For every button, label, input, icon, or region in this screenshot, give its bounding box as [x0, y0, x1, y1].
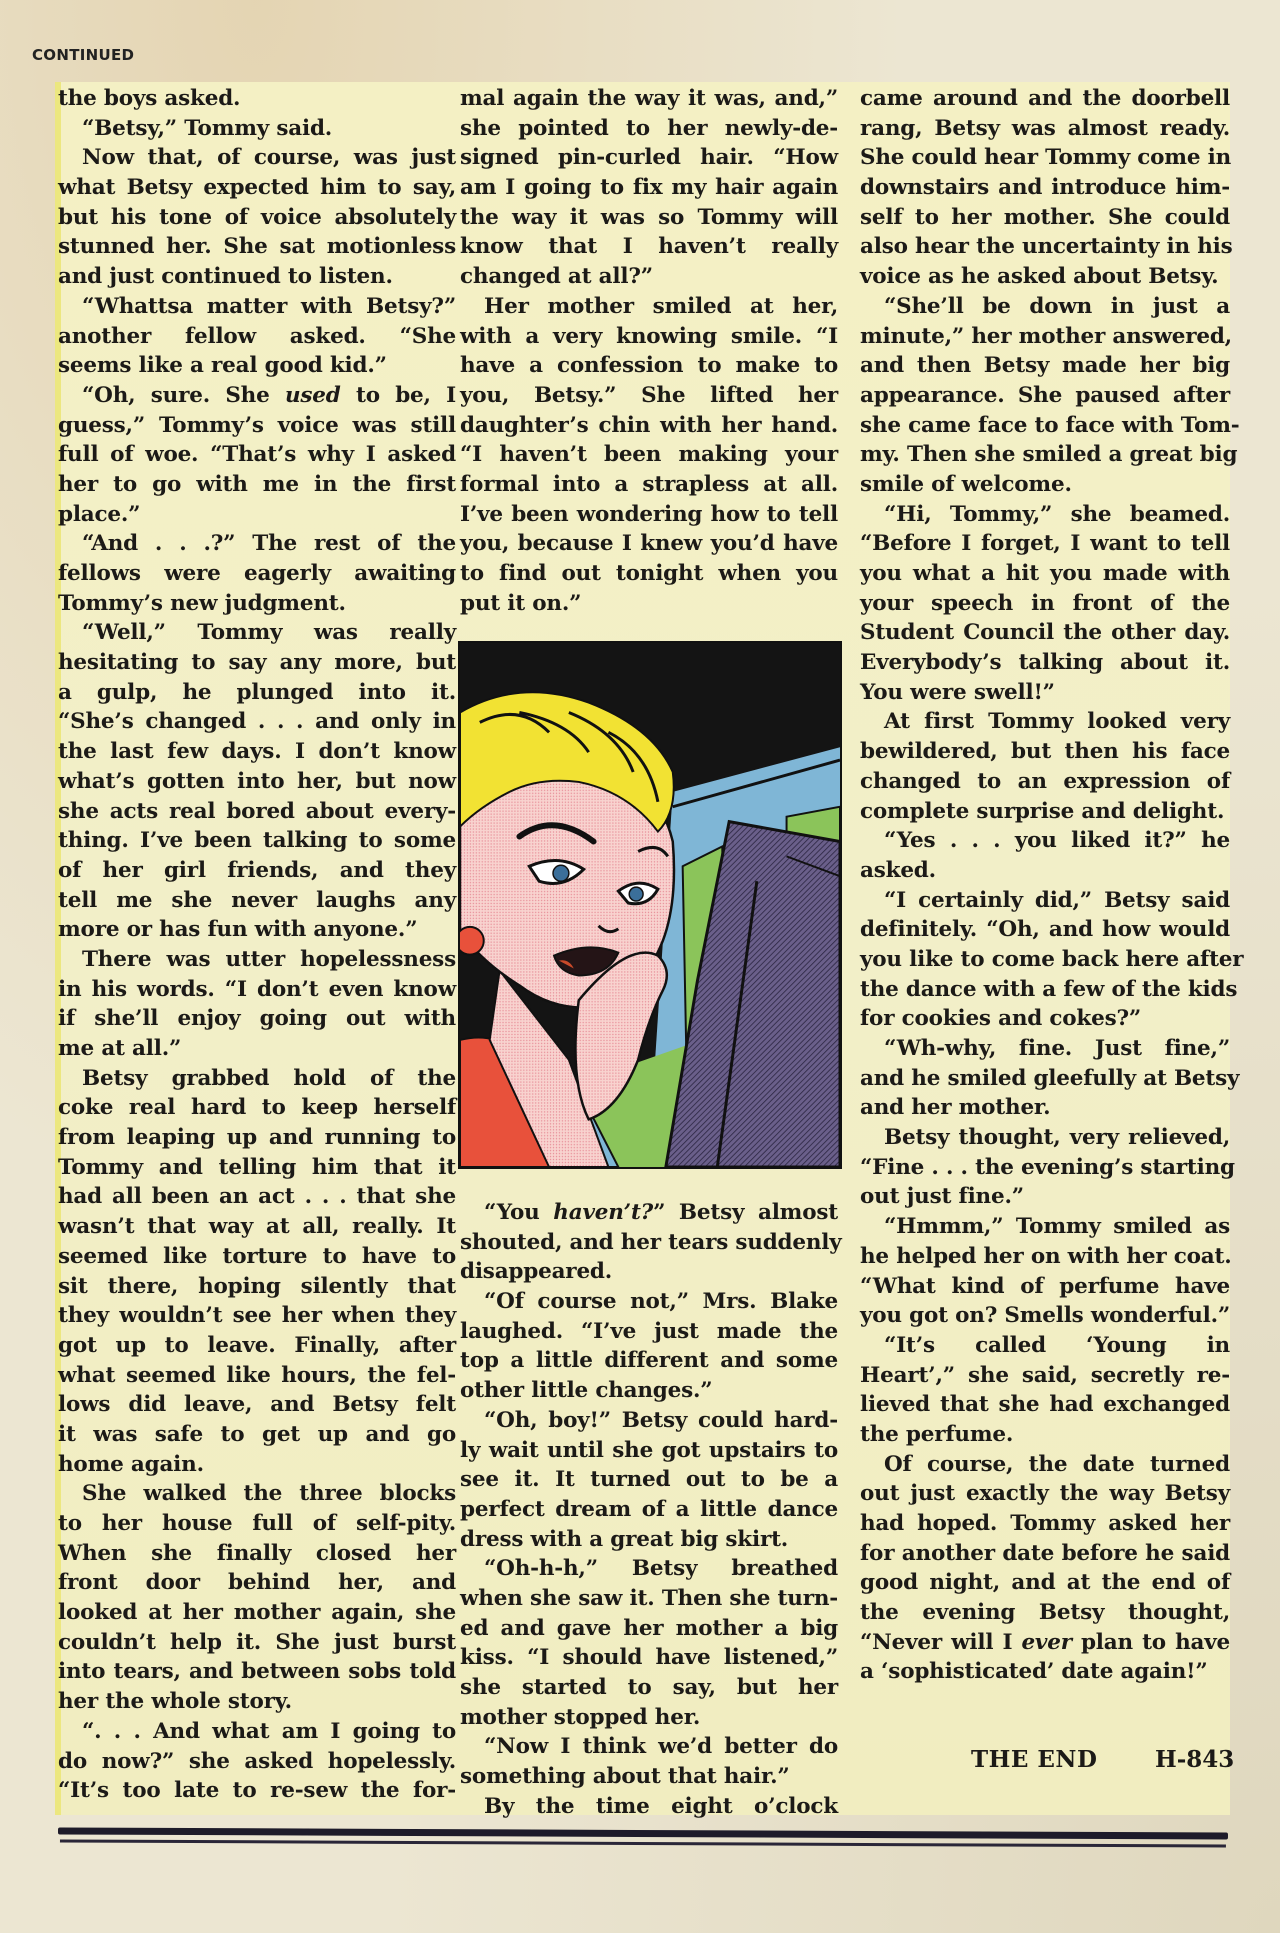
text-line: “Now I think we’d better do [484, 1734, 838, 1760]
text-line: her the whole story. [58, 1689, 292, 1715]
text-line: something about that hair.” [460, 1764, 790, 1790]
text-line: see it. It turned out to be a [460, 1467, 838, 1493]
text-line: you got on? Smells wonderful.” [860, 1303, 1231, 1329]
text-line: By the time eight o’clock [484, 1793, 838, 1819]
text-line: for cookies and cokes?” [860, 1006, 1142, 1032]
text-line: lows did leave, and Betsy felt [58, 1392, 456, 1418]
text-line: stunned her. She sat motionless [58, 234, 456, 260]
text-line: downstairs and introduce him- [860, 175, 1230, 201]
text-line: voice as he asked about Betsy. [860, 264, 1219, 290]
text-line: dress with a great big skirt. [460, 1526, 789, 1552]
text-line: coke real hard to keep herself [58, 1095, 456, 1121]
text-line: “I haven’t been making your [460, 442, 838, 468]
job-code-label: H-843 [1155, 1746, 1235, 1773]
text-line: had all been an act . . . that she [58, 1184, 456, 1210]
text-line: shouted, and her tears suddenly [460, 1229, 842, 1255]
text-line: ly wait until she got upstairs to [460, 1437, 838, 1463]
text-line: what’s gotten into her, but now [58, 768, 456, 794]
text-line: “Fine . . . the evening’s starting [860, 1154, 1235, 1180]
text-line: place.” [58, 501, 141, 527]
text-line: they wouldn’t see her when they [58, 1303, 456, 1329]
text-line: what seemed like hours, the fel- [58, 1362, 456, 1388]
text-line: she came face to face with Tom- [860, 412, 1240, 438]
text-line: and he smiled gleefully at Betsy [860, 1065, 1240, 1091]
text-line: fellows were eagerly awaiting [58, 561, 456, 586]
continued-label: CONTINUED [32, 46, 135, 64]
text-line: disappeared. [460, 1259, 613, 1285]
text-line: There was utter hopelessness [82, 946, 456, 972]
text-line: guess,” Tommy’s voice was still [58, 412, 456, 438]
text-line: another fellow asked. “She [58, 323, 456, 349]
text-line: out just fine.” [860, 1184, 1024, 1210]
text-line: am I going to fix my hair again [460, 175, 838, 201]
text-line: signed pin-curled hair. “How [460, 145, 838, 171]
text-line: She could hear Tommy come in [860, 145, 1232, 171]
text-line: “And . . .?” The rest of the [82, 531, 456, 557]
text-line: the boys asked. [58, 86, 241, 111]
text-line: into tears, and between sobs told [58, 1659, 456, 1685]
text-line: complete surprise and delight. [860, 798, 1225, 824]
text-line: the way it was so Tommy will [460, 204, 838, 230]
text-line: know that I haven’t really [460, 234, 838, 260]
text-line: couldn’t help it. She just burst [58, 1629, 456, 1655]
text-line: you, Betsy.” She lifted her [460, 382, 838, 408]
text-line: if she’ll enjoy going out with [58, 1006, 456, 1032]
text-line: sit there, hoping silently that [58, 1273, 456, 1299]
text-line: do now?” she asked hopelessly. [58, 1748, 456, 1774]
text-line: “Wh-why, fine. Just fine,” [884, 1036, 1230, 1061]
text-line: Tommy and telling him that it [58, 1154, 456, 1180]
text-line: Of course, the date turned [884, 1451, 1230, 1477]
text-line: full of woe. “That’s why I asked [58, 442, 456, 468]
text-line: other little changes.” [460, 1378, 713, 1404]
text-line: “I certainly did,” Betsy said [884, 887, 1230, 913]
text-line: with a very knowing smile. “I [460, 323, 838, 349]
text-line: You were swell!” [860, 679, 1055, 705]
text-line: “Hi, Tommy,” she beamed. [884, 501, 1230, 527]
text-line: ed and gave her mother a big [460, 1615, 838, 1641]
text-line: definitely. “Oh, and how would [860, 917, 1230, 943]
text-line: bewildered, but then his face [860, 739, 1230, 765]
text-line: laughed. “I’ve just made the [460, 1318, 838, 1344]
text-line: good night, and at the end of [860, 1570, 1230, 1596]
text-line: top a little different and some [460, 1348, 838, 1374]
bottom-rule-divider [58, 1827, 1228, 1839]
text-line: out just exactly the way Betsy [860, 1481, 1230, 1507]
text-line: a ‘sophisticated’ date again!” [860, 1659, 1208, 1685]
illustration-girl-at-mirror [460, 643, 840, 1167]
text-line: she pointed to her newly-de- [460, 115, 838, 141]
text-line: came around and the doorbell [860, 86, 1230, 111]
text-line: you what a hit you made with [860, 561, 1230, 586]
text-line: and then Betsy made her big [860, 353, 1230, 379]
text-line: got up to leave. Finally, after [58, 1332, 456, 1358]
text-line: hesitating to say any more, but [58, 650, 456, 676]
text-line: “It’s too late to re-sew the for- [58, 1778, 456, 1804]
text-line: to find out tonight when you [460, 561, 838, 586]
text-line: “Whattsa matter with Betsy?” [82, 293, 456, 319]
text-line: appearance. She paused after [860, 382, 1230, 408]
text-line: the perfume. [860, 1421, 1014, 1447]
text-line: lieved that she had exchanged [860, 1392, 1230, 1418]
text-line: more or has fun with anyone.” [58, 917, 418, 943]
text-line: you, because I knew you’d have [460, 531, 838, 557]
text-line: and her mother. [860, 1095, 1051, 1121]
text-line: to her house full of self-pity. [58, 1511, 456, 1536]
text-line: had hoped. Tommy asked her [860, 1511, 1230, 1536]
text-line: in his words. “I don’t even know [58, 976, 456, 1002]
text-line: “She’ll be down in just a [884, 293, 1230, 319]
text-line: when she saw it. Then she turn- [460, 1585, 838, 1611]
text-line: Tommy’s new judgment. [58, 590, 346, 616]
text-line: the evening Betsy thought, [860, 1600, 1230, 1626]
text-line: looked at her mother again, she [58, 1600, 456, 1626]
text-line: Now that, of course, was just [82, 145, 456, 171]
text-line: “Oh, sure. She used to be, I [82, 382, 457, 408]
text-line: kiss. “I should have listened,” [460, 1645, 838, 1671]
text-line: thing. I’ve been talking to some [58, 828, 456, 854]
comic-illustration-panel [458, 641, 842, 1169]
text-line: Betsy thought, very relieved, [884, 1125, 1230, 1151]
text-line: put it on.” [460, 590, 582, 616]
text-line: your speech in front of the [860, 590, 1230, 616]
text-line: She walked the three blocks [82, 1481, 456, 1507]
text-line: seems like a real good kid.” [58, 353, 387, 379]
text-line: “. . . And what am I going to [82, 1718, 456, 1744]
text-line: seemed like torture to have to [58, 1243, 456, 1269]
text-line: she started to say, but her [460, 1675, 838, 1700]
text-line: “Hmmm,” Tommy smiled as [884, 1214, 1230, 1240]
text-line: home again. [58, 1451, 204, 1477]
text-line: have a confession to make to [460, 353, 838, 379]
text-line: changed at all?” [460, 264, 653, 290]
text-line: “What kind of perfume have [860, 1273, 1230, 1299]
text-column-left [58, 84, 456, 1806]
text-line: you like to come back here after [860, 946, 1244, 972]
text-line: from leaping up and running to [58, 1125, 456, 1151]
text-line: When she finally closed her [58, 1540, 456, 1566]
text-line: minute,” her mother answered, [860, 323, 1232, 349]
text-column-middle-top [460, 84, 838, 618]
text-line: he helped her on with her coat. [860, 1243, 1232, 1269]
text-line: “Before I forget, I want to tell [860, 531, 1230, 557]
text-line: wasn’t that way at all, really. It [58, 1214, 456, 1240]
text-line: front door behind her, and [58, 1570, 456, 1596]
text-line: “Yes . . . you liked it?” he [884, 828, 1230, 854]
text-line: perfect dream of a little dance [460, 1496, 838, 1522]
text-line: what Betsy expected him to say, [58, 175, 456, 201]
text-line: for another date before he said [860, 1540, 1230, 1566]
text-column-middle-bottom [460, 1198, 842, 1821]
text-line: tell me she never laughs any [58, 887, 456, 913]
text-line: At first Tommy looked very [884, 709, 1230, 735]
text-line: my. Then she smiled a great big [860, 442, 1238, 468]
text-line: Heart’,” she said, secretly re- [860, 1362, 1230, 1388]
text-line: mother stopped her. [460, 1704, 701, 1730]
text-line: “Never will I ever plan to have [860, 1629, 1230, 1655]
text-line: mal again the way it was, and,” [460, 86, 838, 111]
text-line: the last few days. I don’t know [58, 739, 456, 765]
text-line: “Of course not,” Mrs. Blake [484, 1289, 838, 1315]
text-line: self to her mother. She could [860, 204, 1230, 230]
text-line: of her girl friends, and they [58, 857, 456, 883]
text-line: changed to an expression of [860, 768, 1230, 794]
text-line: Betsy grabbed hold of the [82, 1065, 456, 1091]
text-line: rang, Betsy was almost ready. [860, 115, 1230, 141]
text-line: asked. [860, 857, 936, 883]
text-line: “Betsy,” Tommy said. [82, 115, 333, 141]
text-line: “She’s changed . . . and only in [58, 709, 456, 735]
text-line: her to go with me in the first [58, 471, 456, 497]
text-column-right [860, 84, 1244, 1687]
text-line: it was safe to get up and go [58, 1421, 456, 1447]
text-line: “Well,” Tommy was really [82, 620, 456, 646]
text-line: and just continued to listen. [58, 264, 393, 290]
text-line: Her mother smiled at her, [484, 293, 838, 319]
the-end-label: THE END [971, 1746, 1098, 1773]
text-line: but his tone of voice absolutely [58, 204, 456, 230]
text-line: “Oh-h-h,” Betsy breathed [484, 1556, 838, 1582]
text-line: the dance with a few of the kids [860, 976, 1238, 1002]
text-line: also hear the uncertainty in his [860, 234, 1233, 260]
text-line: Everybody’s talking about it. [860, 650, 1230, 676]
text-line: I’ve been wondering how to tell [460, 501, 838, 527]
text-line: daughter’s chin with her hand. [460, 412, 838, 438]
text-line: she acts real bored about every- [58, 798, 456, 824]
text-line: “It’s called ‘Young in [884, 1332, 1230, 1358]
text-line: “You haven’t?” Betsy almost [484, 1200, 838, 1225]
text-line: “Oh, boy!” Betsy could hard- [484, 1407, 838, 1433]
text-line: me at all.” [58, 1036, 182, 1061]
text-line: Student Council the other day. [860, 620, 1230, 646]
text-line: formal into a strapless at all. [460, 471, 838, 497]
text-line: a gulp, he plunged into it. [58, 679, 456, 705]
text-line: smile of welcome. [860, 471, 1072, 497]
